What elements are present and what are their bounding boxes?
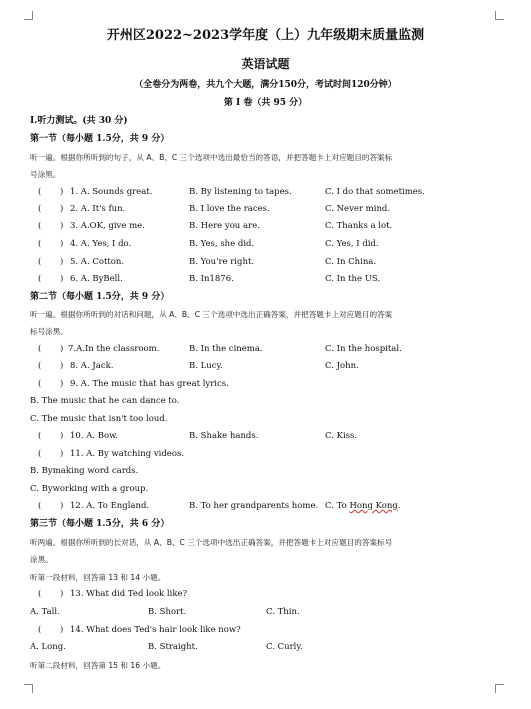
answer-bracket-close: ) [60, 239, 64, 249]
answer-bracket-open: ( [38, 344, 42, 354]
answer-bracket-close: ) [60, 449, 64, 459]
option-b: B. Bymaking word cards. [30, 466, 139, 476]
answer-bracket-close: ) [60, 187, 64, 197]
corner-mark-bottom-left [24, 684, 33, 693]
option-b: B. Lucy. [189, 361, 223, 371]
corner-mark-bottom-right [495, 684, 504, 693]
answer-bracket-open: ( [38, 625, 42, 635]
option-a: 9. A. The music that has great lyrics. [70, 379, 229, 389]
option-c: C. I do that sometimes. [325, 187, 425, 197]
option-b: B. I love the races. [189, 204, 270, 214]
exam-subject: 英语试题 [241, 57, 290, 71]
answer-bracket-open: ( [38, 204, 42, 214]
option-a: 10. A. Bow. [70, 431, 119, 441]
spellcheck-word: Hong Kong [349, 501, 398, 511]
answer-bracket-open: ( [38, 431, 42, 441]
option-b: B. Straight. [148, 642, 198, 652]
answer-bracket-close: ) [60, 625, 64, 635]
answer-bracket-close: ) [60, 431, 64, 441]
option-a: 2. A. It's fun. [70, 204, 126, 214]
option-c: C. Thin. [266, 607, 300, 617]
option-b: B. In the cinema. [189, 344, 263, 354]
answer-bracket-open: ( [38, 187, 42, 197]
option-a: A. Long. [30, 642, 66, 652]
answer-bracket-close: ) [60, 589, 64, 599]
answer-bracket-open: ( [38, 361, 42, 371]
answer-bracket-open: ( [38, 257, 42, 267]
option-b: B. To her grandparents home. [189, 501, 319, 511]
option-b: B. Yes, she did. [189, 239, 255, 249]
option-a: 1. A. Sounds great. [70, 187, 153, 197]
corner-mark-top-right [495, 11, 504, 20]
option-c: C. In China. [325, 257, 377, 267]
answer-bracket-open: ( [38, 501, 42, 511]
option-a: 3. A.OK, give me. [70, 221, 145, 231]
section3-instructions: 听两遍。根据你所听到的长对话，从 A、B、C 三个选项中选出正确答案，并把答题卡上对应题目的答案标号 [30, 538, 393, 547]
option-a: 4. A. Yes, I do. [70, 239, 132, 249]
answer-bracket-close: ) [60, 274, 64, 284]
option-c: C. The music that isn't too loud. [30, 414, 168, 424]
material-note: 听第二段材料，回答第 15 和 16 小题。 [30, 661, 166, 670]
option-b: B. You're right. [189, 257, 255, 267]
option-c: C. John. [325, 361, 359, 371]
option-b: B. The music that he can dance to. [30, 396, 180, 406]
option-a: 8. A. Jack. [70, 361, 114, 371]
option-b: B. Shake hands. [189, 431, 259, 441]
answer-bracket-close: ) [60, 344, 64, 354]
corner-mark-top-left [24, 11, 33, 20]
section3-instructions-cont: 涂黑。 [30, 555, 53, 564]
option-a: 6. A. ByBell. [70, 274, 123, 284]
volume-label: 第 I 卷（共 95 分） [223, 98, 308, 108]
section3-heading: 第三节（每小题 1.5分，共 6 分） [30, 519, 170, 529]
section2-heading: 第二节（每小题 1.5分，共 9 分） [30, 292, 170, 302]
option-c: C. Kiss. [325, 431, 358, 441]
option-a: A. Tall. [30, 607, 60, 617]
option-c: C. Byworking with a group. [30, 484, 149, 494]
option-c: C. Thanks a lot. [325, 221, 393, 231]
section2-instructions-cont: 标号涂黑。 [30, 327, 68, 336]
question-text: 13. What did Ted look like? [70, 589, 188, 599]
answer-bracket-open: ( [38, 221, 42, 231]
option-a: 12. A. To England. [70, 501, 150, 511]
exam-note: （全卷分为两卷，共九个大题，满分150分，考试时间120分钟） [134, 80, 397, 90]
section1-instructions: 听一遍。根据你所听到的句子，从 A、B、C 三个选项中选出最恰当的答语，并把答题卡上对应题目的答案标 [30, 153, 393, 162]
option-c: C. In the US. [325, 274, 381, 284]
part1-heading: I.听力测试。(共 30 分) [30, 116, 128, 126]
answer-bracket-open: ( [38, 274, 42, 284]
option-c-prefix: C. To [325, 501, 350, 511]
option-b: B. Short. [148, 607, 187, 617]
section1-heading: 第一节（每小题 1.5分，共 9 分） [30, 134, 170, 144]
section2-instructions: 听一遍。根据你所听到的对话和问题，从 A、B、C 三个选项中选出正确答案，并把答题卡上对应题目的答案 [30, 310, 393, 319]
option-a: 7.A.In the classroom. [68, 344, 160, 354]
option-c-suffix: . [397, 501, 401, 511]
option-c: C. In the hospital. [325, 344, 402, 354]
answer-bracket-open: ( [38, 379, 42, 389]
option-b: B. Here you are. [189, 221, 260, 231]
answer-bracket-close: ) [60, 361, 64, 371]
option-c: C. Yes, I did. [325, 239, 379, 249]
option-c: C. Never mind. [325, 204, 391, 214]
option-c: C. Curly. [266, 642, 303, 652]
option-b: B. By listening to tapes. [189, 187, 292, 197]
answer-bracket-close: ) [60, 379, 64, 389]
exam-title: 开州区2022~2023学年度（上）九年级期末质量监测 [106, 28, 425, 43]
answer-bracket-open: ( [38, 449, 42, 459]
answer-bracket-open: ( [38, 239, 42, 249]
option-c [325, 501, 400, 512]
answer-bracket-close: ) [60, 501, 64, 511]
material-note: 听第一段材料，回答第 13 和 14 小题。 [30, 573, 166, 582]
option-a: 11. A. By watching videos. [70, 449, 185, 459]
answer-bracket-open: ( [38, 589, 42, 599]
answer-bracket-close: ) [60, 204, 64, 214]
question-text: 14. What does Ted's hair look like now? [70, 625, 241, 635]
option-b: B. In1876. [189, 274, 234, 284]
section1-instructions-cont: 号涂黑。 [30, 170, 61, 179]
answer-bracket-close: ) [60, 257, 64, 267]
answer-bracket-close: ) [60, 221, 64, 231]
option-a: 5. A. Cotton. [70, 257, 125, 267]
